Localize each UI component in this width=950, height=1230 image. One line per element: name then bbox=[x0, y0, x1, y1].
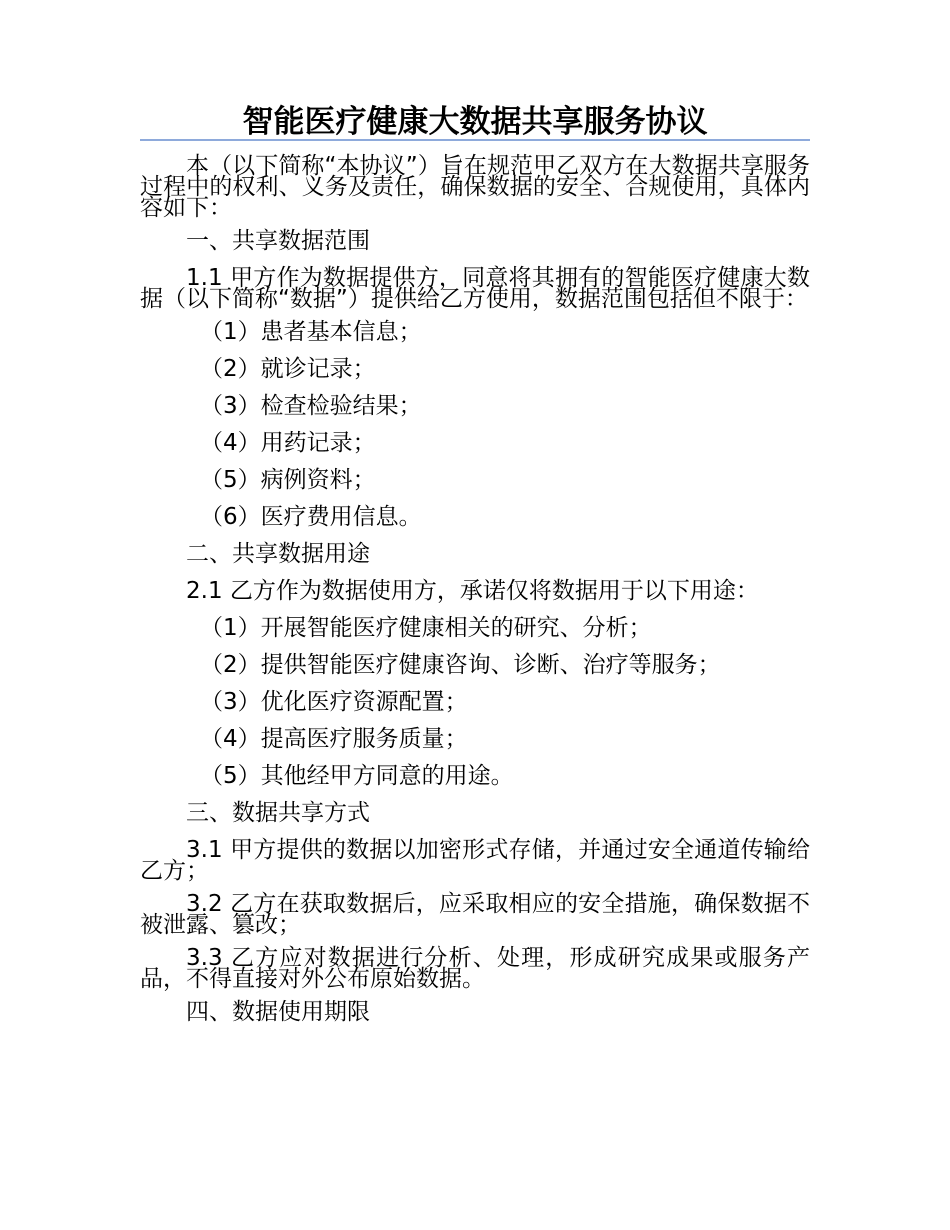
clause-3-1: 3.1 甲方提供的数据以加密形式存储，并通过安全通道传输给乙方； bbox=[140, 837, 810, 884]
clause-3-2: 3.2 乙方在获取数据后，应采取相应的安全措施，确保数据不被泄露、篡改； bbox=[140, 891, 810, 938]
section-heading-1: 一、共享数据范围 bbox=[186, 228, 370, 254]
intro-paragraph: 本（以下简称“本协议”）旨在规范甲乙双方在大数据共享服务过程中的权利、义务及责任，确保数据的安全、合规使用，具体内容如下： bbox=[140, 153, 810, 221]
list-item: （3）检查检验结果； bbox=[200, 393, 422, 419]
list-item: （4）用药记录； bbox=[200, 430, 376, 456]
section-heading-4: 四、数据使用期限 bbox=[186, 999, 370, 1025]
list-item: （5）其他经甲方同意的用途。 bbox=[200, 763, 514, 789]
list-item: （1）患者基本信息； bbox=[200, 319, 422, 345]
document-title: 智能医疗健康大数据共享服务协议 bbox=[242, 104, 708, 140]
title-underline bbox=[140, 139, 810, 141]
document-body bbox=[140, 153, 810, 1039]
list-item: （3）优化医疗资源配置； bbox=[200, 689, 468, 715]
clause-1-1: 1.1 甲方作为数据提供方，同意将其拥有的智能医疗健康大数据（以下简称“数据”）提供给乙方使用，数据范围包括但不限于： bbox=[140, 265, 810, 312]
list-item: （1）开展智能医疗健康相关的研究、分析； bbox=[200, 615, 652, 641]
list-item: （6）医疗费用信息。 bbox=[200, 504, 422, 530]
list-item: （5）病例资料； bbox=[200, 467, 376, 493]
clause-2-1: 2.1 乙方作为数据使用方，承诺仅将数据用于以下用途： bbox=[186, 578, 759, 604]
list-item: （2）就诊记录； bbox=[200, 356, 376, 382]
section-heading-2: 二、共享数据用途 bbox=[186, 541, 370, 567]
section-heading-3: 三、数据共享方式 bbox=[186, 800, 370, 826]
clause-3-3: 3.3 乙方应对数据进行分析、处理，形成研究成果或服务产品，不得直接对外公布原始数据。 bbox=[140, 945, 810, 992]
list-item: （4）提高医疗服务质量； bbox=[200, 726, 468, 752]
list-item: （2）提供智能医疗健康咨询、诊断、治疗等服务； bbox=[200, 652, 721, 678]
